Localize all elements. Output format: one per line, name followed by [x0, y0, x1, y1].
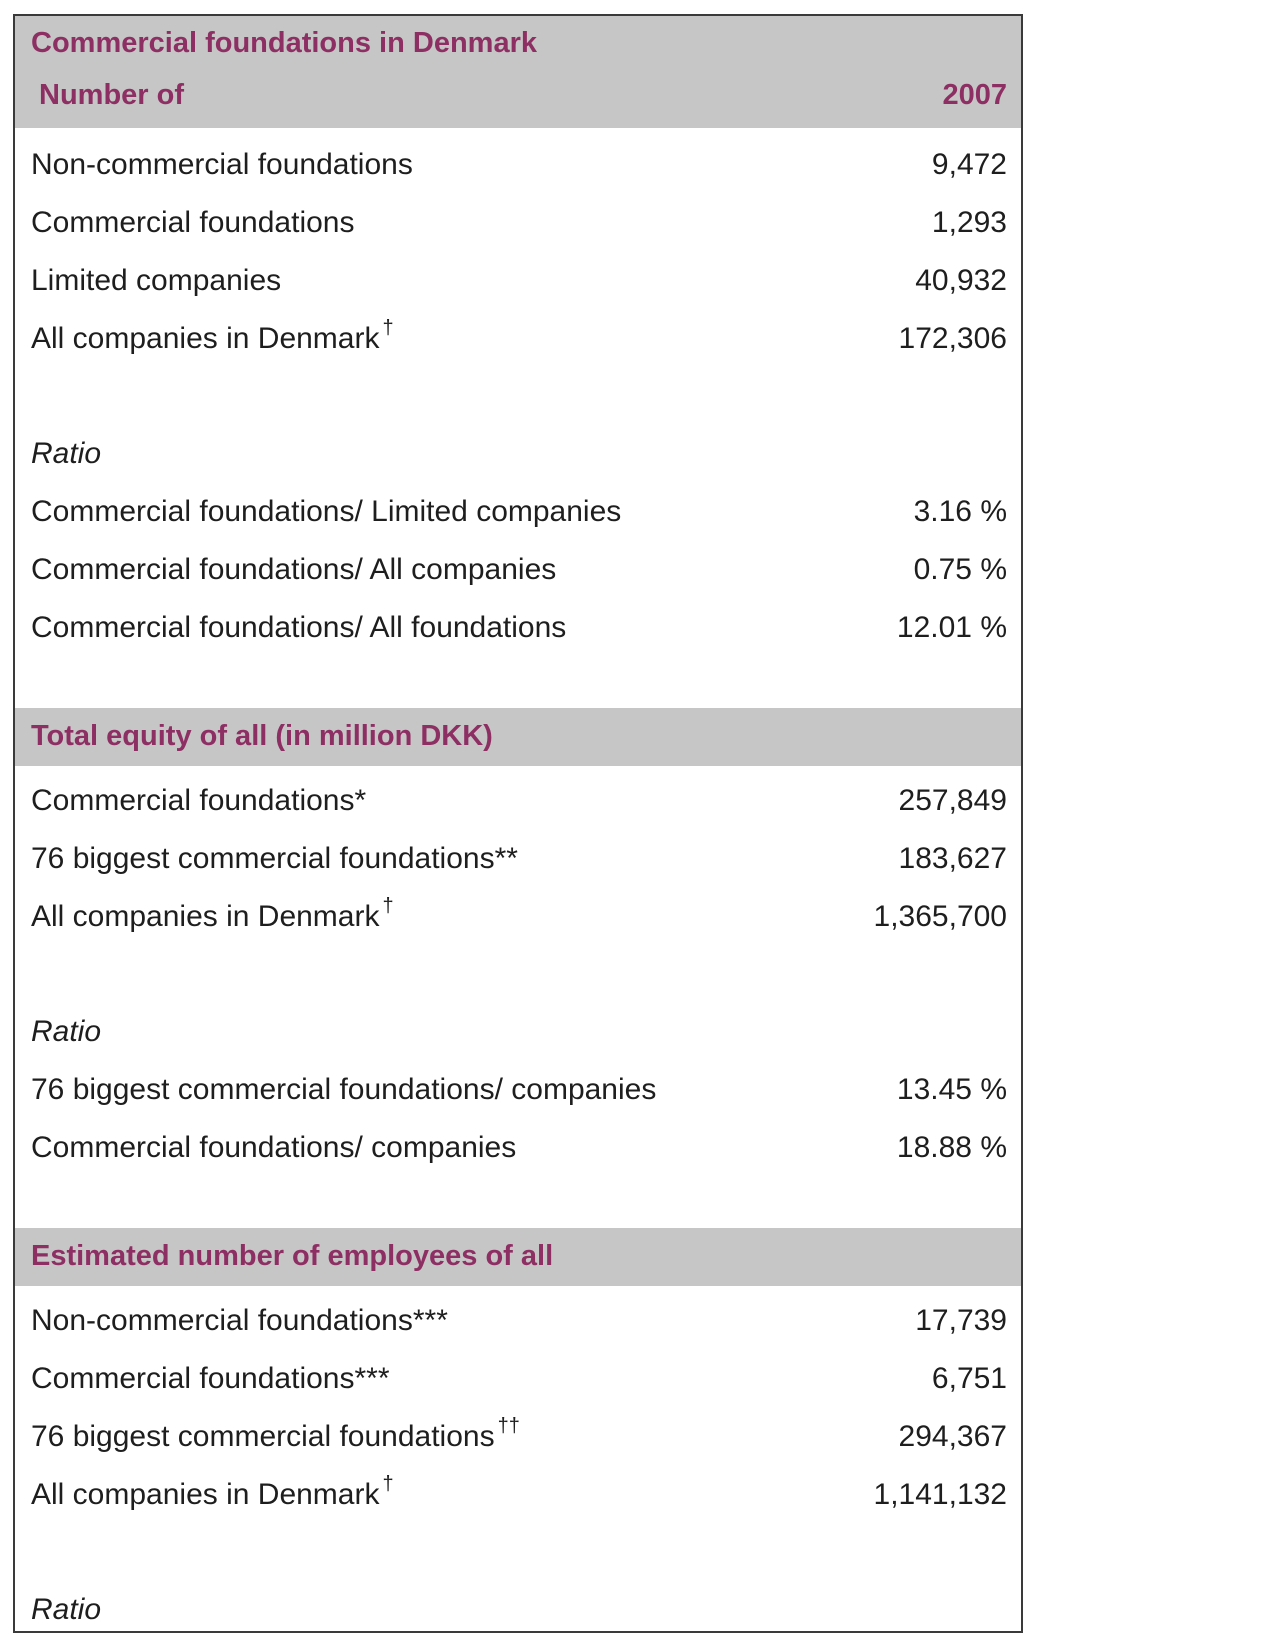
table-title: Commercial foundations in Denmark — [31, 27, 537, 59]
ratio-label: Ratio — [31, 437, 102, 470]
section-heading-employees: Estimated number of employees of all — [31, 1240, 554, 1272]
row-label: Commercial foundations/ Limited companies — [31, 495, 622, 528]
table-row — [15, 772, 1021, 830]
row-value: 257,849 — [898, 784, 1007, 817]
table-row — [15, 310, 1021, 368]
row-label: Commercial foundations — [31, 206, 355, 239]
table-row — [15, 1119, 1021, 1177]
row-value: 40,932 — [915, 264, 1007, 297]
row-value: 6,751 — [931, 1362, 1007, 1395]
ratio-label: Ratio — [31, 1015, 102, 1048]
row-label: 76 biggest commercial foundations †† — [31, 1415, 520, 1453]
table-row — [15, 136, 1021, 194]
row-label: Non-commercial foundations — [31, 148, 413, 181]
table-row — [15, 599, 1021, 657]
row-label: All companies in Denmark † — [31, 895, 394, 933]
table-row — [15, 541, 1021, 599]
row-label: Non-commercial foundations*** — [31, 1304, 448, 1337]
row-label: Commercial foundations/ companies — [31, 1131, 517, 1164]
section-heading-equity: Total equity of all (in million DKK) — [31, 720, 493, 752]
table-row — [15, 1292, 1021, 1350]
row-value: 294,367 — [898, 1420, 1007, 1453]
ratio-subheading — [15, 1581, 1021, 1639]
row-value: 1,293 — [931, 206, 1007, 239]
table-row — [15, 1350, 1021, 1408]
table-row — [15, 194, 1021, 252]
row-value: 9,472 — [931, 148, 1007, 181]
row-label: All companies in Denmark † — [31, 317, 394, 355]
row-value: 17,739 — [915, 1304, 1007, 1337]
table-row — [15, 888, 1021, 946]
row-value: 12.01 % — [896, 611, 1007, 644]
row-value: 0.75 % — [913, 553, 1007, 586]
foundations-table — [13, 14, 1023, 1633]
footnote-double-dagger: †† — [497, 1415, 520, 1437]
row-label: Limited companies — [31, 264, 282, 297]
ratio-subheading — [15, 425, 1021, 483]
table-row — [15, 1061, 1021, 1119]
table-row — [15, 1466, 1021, 1524]
column-label-year: 2007 — [942, 79, 1007, 111]
footnote-dagger: † — [382, 317, 394, 339]
table-row — [15, 1408, 1021, 1466]
ratio-label: Ratio — [31, 1593, 102, 1626]
row-value: 3.16 % — [913, 495, 1007, 528]
table-row — [15, 483, 1021, 541]
row-value: 13.45 % — [896, 1073, 1007, 1106]
row-value: 1,141,132 — [873, 1478, 1007, 1511]
row-value: 18.88 % — [896, 1131, 1007, 1164]
row-label: Commercial foundations* — [31, 784, 367, 817]
row-label: Commercial foundations/ All foundations — [31, 611, 567, 644]
row-label: Commercial foundations*** — [31, 1362, 390, 1395]
ratio-subheading — [15, 1003, 1021, 1061]
row-value: 1,365,700 — [873, 900, 1007, 933]
table-row — [15, 252, 1021, 310]
footnote-dagger: † — [382, 1473, 394, 1495]
row-label: All companies in Denmark † — [31, 1473, 394, 1511]
row-label: Commercial foundations/ All companies — [31, 553, 557, 586]
row-value: 183,627 — [898, 842, 1007, 875]
footnote-dagger: † — [382, 895, 394, 917]
column-label-number-of: Number of — [39, 79, 184, 111]
row-value: 172,306 — [898, 322, 1007, 355]
table-row — [15, 830, 1021, 888]
row-label: 76 biggest commercial foundations** — [31, 842, 518, 875]
row-label: 76 biggest commercial foundations/ companies — [31, 1073, 657, 1106]
